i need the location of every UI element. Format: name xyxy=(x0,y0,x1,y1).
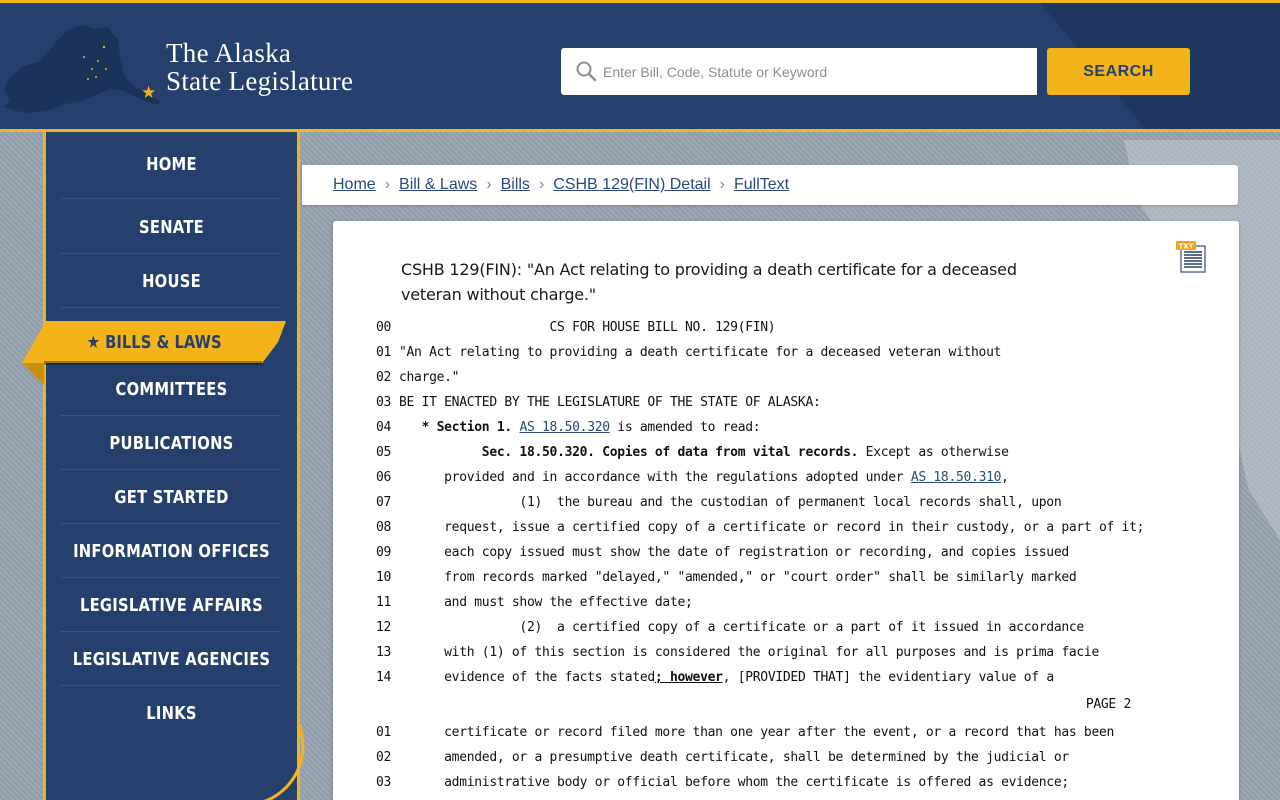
bill-line: 14 evidence of the facts stated; however, [PROVIDED THAT] the evidentiary value of a xyxy=(376,665,1226,690)
line-number: 03 xyxy=(376,395,392,410)
line-number: 09 xyxy=(376,545,392,560)
bill-line xyxy=(376,490,1226,515)
line-number: 04 xyxy=(376,420,392,435)
search-button[interactable]: SEARCH xyxy=(1047,48,1190,95)
bill-line xyxy=(376,590,1226,615)
statute-link[interactable]: AS 18.50.320 xyxy=(519,420,610,435)
breadcrumb-home[interactable]: Home xyxy=(333,176,376,193)
bill-line xyxy=(376,315,1226,340)
nav-divider xyxy=(60,307,280,308)
line-number: 02 xyxy=(376,370,392,385)
logo-wordmark xyxy=(166,39,353,95)
bill-line: 05 Sec. 18.50.320. Copies of data from vital records. Except as otherwise xyxy=(376,440,1226,465)
chevron-right-icon: › xyxy=(486,176,492,193)
sidebar-nav xyxy=(43,132,300,800)
bill-line xyxy=(376,640,1226,665)
breadcrumb-bills[interactable]: Bills xyxy=(500,176,530,193)
section-heading: * Section 1. xyxy=(421,420,512,435)
line-text: certificate or record filed more than one year after the event, or a record that has been xyxy=(399,725,1115,740)
line-text: from records marked "delayed," "amended," or "court order" shall be similarly marked xyxy=(399,570,1077,585)
line-number: 06 xyxy=(376,470,392,485)
line-number: 11 xyxy=(376,595,392,610)
line-text: (2) a certified copy of a certificate or a part of it issued in accordance xyxy=(399,620,1084,635)
line-number: 12 xyxy=(376,620,392,635)
nav-item-label: ★ BILLS & LAWS xyxy=(86,331,222,353)
bill-line xyxy=(376,540,1226,565)
site-header xyxy=(0,0,1280,132)
breadcrumb-bill-laws[interactable]: Bill & Laws xyxy=(399,176,478,193)
breadcrumb xyxy=(302,165,1238,205)
chevron-right-icon: › xyxy=(719,176,725,193)
line-text: CS FOR HOUSE BILL NO. 129(FIN) xyxy=(399,320,776,335)
breadcrumb-fulltext[interactable]: FullText xyxy=(733,176,790,193)
page-marker: PAGE 2 xyxy=(1085,697,1131,712)
bill-line xyxy=(376,745,1226,770)
line-number: 08 xyxy=(376,520,392,535)
line-text: BE IT ENACTED BY THE LEGISLATURE OF THE STATE OF ALASKA: xyxy=(399,395,821,410)
nav-item-legislative-agencies[interactable]: LEGISLATIVE AGENCIES xyxy=(72,648,271,670)
line-number: 10 xyxy=(376,570,392,585)
line-text: administrative body or official before whom the certificate is offered as evidence; xyxy=(399,775,1069,790)
bill-line: 06 provided and in accordance with the regulations adopted under AS 18.50.310, xyxy=(376,465,1226,490)
breadcrumb-bill-detail[interactable]: CSHB 129(FIN) Detail xyxy=(553,176,711,193)
nav-item-get-started[interactable]: GET STARTED xyxy=(114,486,229,508)
search-icon xyxy=(575,60,597,82)
nav-item-bills-laws[interactable] xyxy=(22,321,286,363)
bill-line xyxy=(376,515,1226,540)
search-field xyxy=(561,48,1037,95)
line-text: with (1) of this section is considered the original for all purposes and is prima facie xyxy=(399,645,1099,660)
section-title: Sec. 18.50.320. Copies of data from vital records. xyxy=(481,445,859,460)
site-logo[interactable] xyxy=(0,17,380,117)
bill-title: CSHB 129(FIN): "An Act relating to providing a death certificate for a deceased veteran without charge." xyxy=(401,260,1017,304)
line-text: and must show the effective date; xyxy=(399,595,693,610)
nav-item-legislative-affairs[interactable]: LEGISLATIVE AFFAIRS xyxy=(79,594,264,616)
line-number: 14 xyxy=(376,670,392,685)
nav-item-information-offices[interactable]: INFORMATION OFFICES xyxy=(73,540,270,562)
nav-item-committees[interactable]: COMMITTEES xyxy=(115,378,228,400)
svg-text:TXT: TXT xyxy=(1178,242,1194,251)
bill-line xyxy=(376,720,1226,745)
nav-item-links[interactable]: LINKS xyxy=(146,702,197,724)
line-number: 01 xyxy=(376,345,392,360)
line-number: 02 xyxy=(376,750,392,765)
line-number: 07 xyxy=(376,495,392,510)
logo-line-2: State Legislature xyxy=(166,66,354,96)
inserted-text: ; however xyxy=(654,670,723,685)
bill-line: 04 * Section 1. AS 18.50.320 is amended to read: xyxy=(376,415,1226,440)
line-text: (1) the bureau and the custodian of permanent local records shall, upon xyxy=(399,495,1062,510)
chevron-right-icon: › xyxy=(538,176,545,193)
bill-line xyxy=(376,770,1226,795)
line-text: "An Act relating to providing a death certificate for a deceased veteran without xyxy=(399,345,1002,360)
nav-divider xyxy=(60,198,280,199)
nav-item-publications[interactable]: PUBLICATIONS xyxy=(109,432,234,454)
line-text: amended, or a presumptive death certificate, shall be determined by the judicial or xyxy=(399,750,1069,765)
statute-link[interactable]: AS 18.50.310 xyxy=(910,470,1002,485)
bill-line xyxy=(376,615,1226,640)
bill-fulltext-panel xyxy=(333,221,1239,800)
bill-line xyxy=(376,365,1226,390)
line-text: charge." xyxy=(399,370,460,385)
star-icon: ★ xyxy=(141,83,157,102)
line-number: 01 xyxy=(376,725,392,740)
bill-line xyxy=(376,390,1226,415)
nav-item-home[interactable]: HOME xyxy=(146,153,197,175)
txt-file-icon[interactable] xyxy=(1175,240,1207,274)
nav-item-house[interactable]: HOUSE xyxy=(142,270,201,292)
line-number: 05 xyxy=(376,445,392,460)
line-text: request, issue a certified copy of a certificate or record in their custody, or a part of it; xyxy=(399,520,1145,535)
line-text: each copy issued must show the date of registration or recording, and copies issued xyxy=(399,545,1069,560)
bill-line xyxy=(376,340,1226,365)
line-number: 13 xyxy=(376,645,392,660)
search-input[interactable] xyxy=(603,48,1023,95)
nav-item-senate[interactable]: SENATE xyxy=(139,216,204,238)
chevron-right-icon: › xyxy=(384,176,391,193)
bill-line xyxy=(376,565,1226,590)
line-number: 03 xyxy=(376,775,392,790)
logo-line-1: The Alaska xyxy=(166,38,292,68)
bill-text xyxy=(376,315,1226,795)
line-number: 00 xyxy=(376,320,392,335)
